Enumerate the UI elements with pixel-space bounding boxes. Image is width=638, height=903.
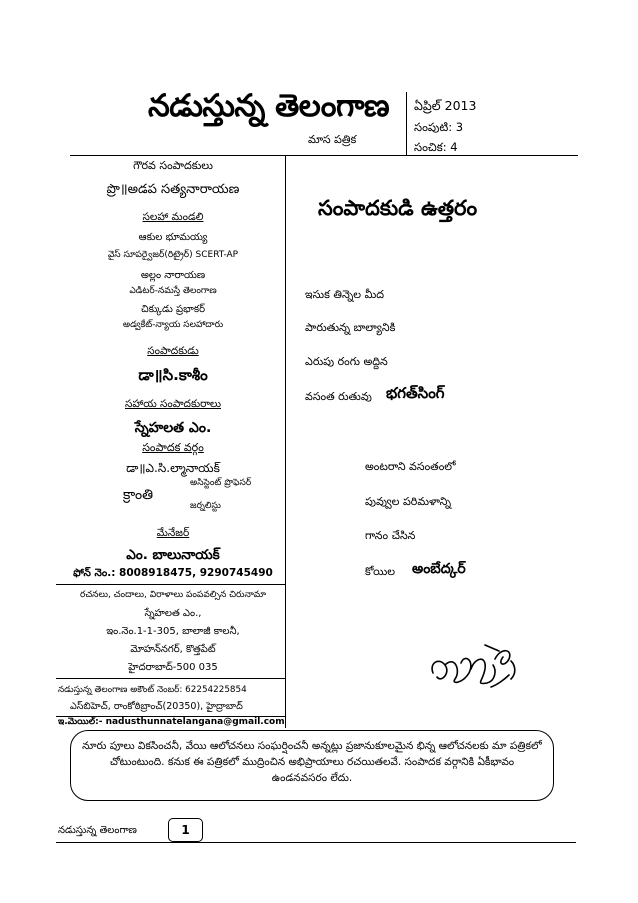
advisor-line: ఆకుల భూమయ్య <box>138 232 208 243</box>
footer-publication-name: నడుస్తున్న తెలంగాణ <box>58 825 137 836</box>
column-divider <box>285 156 286 728</box>
issue-month: ఏప్రిల్ 2013 <box>414 98 477 113</box>
advisor-line: అల్లం నారాయణ <box>140 270 206 281</box>
bank-rule <box>56 678 285 679</box>
masthead-title: నడుస్తున్న తెలంగాణ <box>148 88 390 124</box>
poem-line: ఇసుక తిన్నెల మీద <box>305 288 384 301</box>
manager-name: ఎం. బాలునాయక్ <box>126 547 220 563</box>
poem-line: వసంత రుతువు <box>305 390 372 403</box>
advisor-line: అడ్వకేట్-న్యాయ సలహాదారు <box>122 320 224 330</box>
kranthi-title: జర్నలిస్టు <box>190 501 221 511</box>
poem-line: పారుతున్న బాల్యానికి <box>305 321 396 334</box>
board-member-name: డా॥ఎ.సి.ల్మానాయక్ <box>126 461 220 475</box>
page-number: 1 <box>168 818 203 842</box>
advisor-line: ఎడిటర్-నమస్తే తెలంగాణ <box>129 286 217 296</box>
poem-line: అంటరాని వసంతంలో <box>365 460 456 473</box>
advisor-line: చిక్కుడు ప్రభాకర్ <box>140 304 206 315</box>
address-line: స్నేహలత ఎం., <box>144 608 202 619</box>
kranthi-name: క్రాంతి <box>123 487 154 503</box>
bank-account: నడుస్తున్న తెలంగాణ అకౌంట్ నెంబర్: 62254225854 <box>58 685 247 695</box>
disclaimer-box <box>70 730 554 801</box>
phone-numbers: ఫోన్ నెం.: 8008918475, 9290745490 <box>73 567 273 579</box>
advisory-heading: సలహా మండలి <box>142 211 204 223</box>
issue-number: సంచిక: 4 <box>414 140 458 154</box>
editor-name: డా॥సి.కాశీం <box>138 366 208 384</box>
address-line: ఇం.నెం.1-1-305, బాలాజీ కాలనీ, <box>106 626 240 637</box>
header-divider <box>406 92 407 155</box>
address-heading: రచనలు, చందాలు, విరాళాలు పంపవల్సిన చిరునామా <box>80 590 266 600</box>
poem-line: కోయిల <box>365 565 396 578</box>
poem-line: ఎరుపు రంగు అద్దిన <box>305 355 388 368</box>
footer-rule <box>56 842 576 843</box>
ambedkar-name: అంబేద్కర్ <box>412 561 466 577</box>
bank-branch: ఎస్‌బిహెచ్, రాంకోఠిబ్రాంచ్(20350), హైద్రాబాద్ <box>70 701 243 712</box>
address-line: మోహన్‌నగర్, కొత్తపేట్ <box>130 644 216 655</box>
editor-signature <box>425 635 525 695</box>
bhagat-singh-name: భగత్‌సింగ్ <box>386 384 445 402</box>
honorary-name: ప్రొ॥అడప సత్యనారాయణ <box>106 182 240 197</box>
editor-heading: సంపాదకుడు <box>147 345 199 357</box>
disclaimer-text: నూరు పూలు వికసించనీ, వేయి ఆలోచనలు సంఘర్షించనీ అన్నట్లు ప్రజానుకూలమైన భిన్న ఆలోచనలకు మా పత్రికలో చోటుంటుంది. కనుక ఈ పత్రికలో ముద్రించిన అభిప్రాయాలు రచయితలవే. సంపాదక వర్గానికి ఏకీభావం ఉండనవసరం లేదు. <box>82 740 542 784</box>
header-rule <box>70 155 578 156</box>
assoc-editor-name: స్నేహలత ఎం. <box>134 420 212 436</box>
board-member-title: అసిస్టెంట్ ప్రొఫెసర్ <box>190 478 252 488</box>
masthead-subtitle: మాస పత్రిక <box>308 133 357 146</box>
honorary-heading: గౌరవ సంపాదకులు <box>133 159 213 172</box>
advisor-line: వైస్ సూపర్వైజర్(రిట్రైర్) SCERT-AP <box>107 250 239 260</box>
manager-heading: మేనేజర్ <box>156 527 190 539</box>
email-address: ఇ.మెయిల్:- nadusthunnatelangana@gmail.com <box>58 717 285 727</box>
address-line: హైదరాబాద్-500 035 <box>128 662 218 673</box>
board-heading: సంపాదక వర్గం <box>142 441 204 454</box>
address-rule <box>56 584 285 585</box>
poem-line: గానం చేసిన <box>365 529 416 542</box>
issue-volume: సంపుటి: 3 <box>414 120 464 134</box>
poem-line: పువ్వుల పరిమళాన్ని <box>365 495 452 508</box>
editor-letter-title: సంపాదకుడి ఉత్తరం <box>318 196 478 220</box>
assoc-editor-heading: సహాయ సంపాదకురాలు <box>124 398 222 410</box>
